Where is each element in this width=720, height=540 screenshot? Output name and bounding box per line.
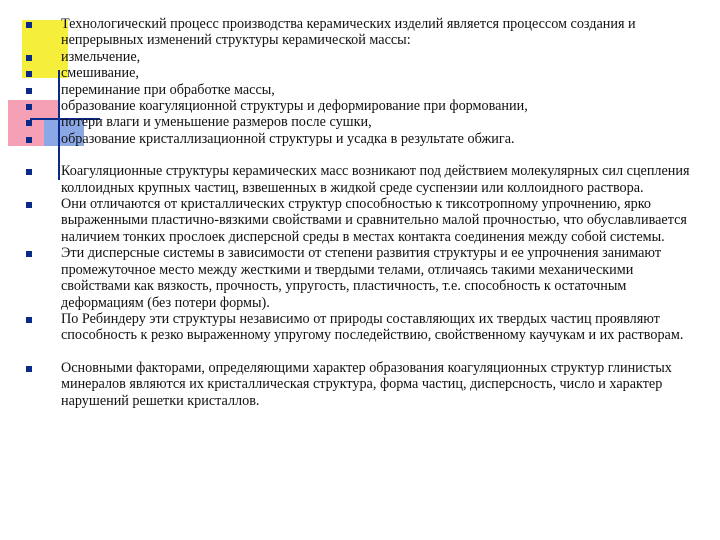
slide-text-body xyxy=(26,16,706,409)
bullet-item-main-factors xyxy=(26,360,706,409)
square-bullet-icon xyxy=(26,251,32,257)
square-bullet-icon xyxy=(26,120,32,126)
square-bullet-icon xyxy=(26,55,32,61)
bullet-text: Они отличаются от кристаллических структур способностью к тиксотропному упрочнению, ярко выраженными пластично-вязкими свойствами и сравнительно малой прочностью, что обуславливается наличием тонких прослоек дисперсной среды в местах контакта соединения между собой системы. xyxy=(61,196,687,245)
bullet-item-kneading xyxy=(26,82,706,98)
bullet-text: Технологический процесс производства керамических изделий является процессом создания и непрерывных изменений структуры керамической массы: xyxy=(61,16,636,49)
bullet-text: образование кристаллизационной структуры и усадка в результате обжига. xyxy=(61,130,515,147)
square-bullet-icon xyxy=(26,137,32,143)
bullet-text: образование коагуляционной структуры и деформирование при формовании, xyxy=(61,98,528,115)
bullet-item-coagulation-forming xyxy=(26,98,706,114)
square-bullet-icon xyxy=(26,88,32,94)
square-bullet-icon xyxy=(26,169,32,175)
square-bullet-icon xyxy=(26,366,32,372)
bullet-item-intro xyxy=(26,16,706,49)
bullet-text: По Ребиндеру эти структуры независимо от природы составляющих их твердых частиц проявляют способность к резко выраженному упругому последействию, свойственному каучукам и их растворам. xyxy=(61,310,684,344)
square-bullet-icon xyxy=(26,104,32,110)
paragraph-gap xyxy=(26,147,706,163)
bullet-text: потери влаги и уменьшение размеров после сушки, xyxy=(61,114,372,131)
bullet-text: Коагуляционные структуры керамических масс возникают под действием молекулярных сил сцепления коллоидных крупных частиц, взвешенных в жидкой среде суспензии или коллоидного раствора. xyxy=(61,163,690,196)
bullet-text: переминание при обработке массы, xyxy=(61,81,275,98)
square-bullet-icon xyxy=(26,22,32,28)
bullet-text: смешивание, xyxy=(61,65,139,82)
bullet-text: измельчение, xyxy=(61,48,141,65)
bullet-item-coagulation-structures xyxy=(26,163,706,196)
bullet-item-firing xyxy=(26,131,706,147)
bullet-item-grinding xyxy=(26,49,706,65)
bullet-item-disperse-systems xyxy=(26,245,706,311)
square-bullet-icon xyxy=(26,202,32,208)
paragraph-gap xyxy=(26,344,706,360)
square-bullet-icon xyxy=(26,71,32,77)
bullet-item-mixing xyxy=(26,65,706,81)
bullet-item-drying xyxy=(26,114,706,130)
bullet-item-thixotropy xyxy=(26,196,706,245)
bullet-text: Основными факторами, определяющими характер образования коагуляционных структур глинистых минералов являются их кристаллическая структура, форма частиц, дисперсность, число и характер нарушений решетки кристаллов. xyxy=(61,359,672,409)
bullet-text: Эти дисперсные системы в зависимости от степени развития структуры и ее упрочнения занимают промежуточное место между жесткими и твердыми телами, отличаясь такими механическими свойствами как вязкость, прочность, упругость, пластичность, т.е. способность к остаточным деформациям (без потери формы). xyxy=(61,245,662,311)
bullet-item-rebinder xyxy=(26,311,706,344)
square-bullet-icon xyxy=(26,317,32,323)
